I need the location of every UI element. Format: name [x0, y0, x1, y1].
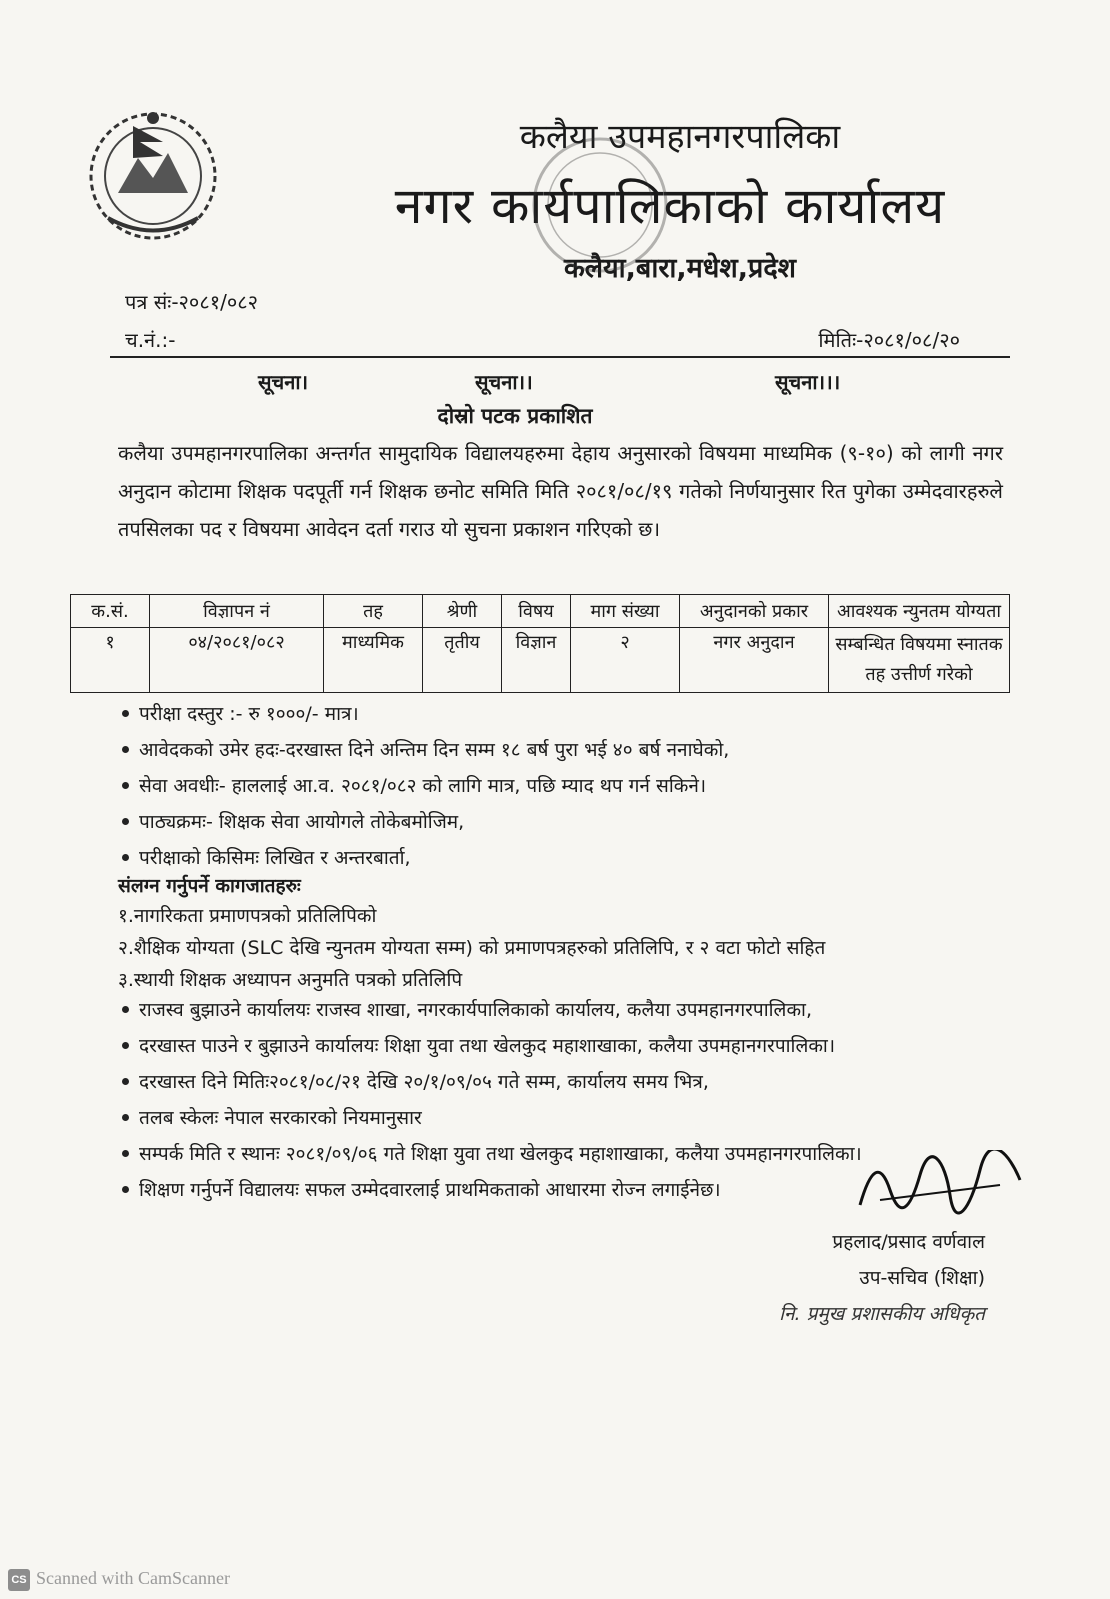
list-item-text: परीक्षाको किसिमः लिखित र अन्तरबार्ता,	[139, 847, 411, 869]
bullet-icon	[122, 710, 129, 717]
list-item	[118, 768, 1018, 804]
list-item-text: राजस्व बुझाउने कार्यालयः राजस्व शाखा, नगरकार्यपालिकाको कार्यालय, कलैया उपमहानगरपालिका,	[139, 999, 812, 1021]
table-header-row	[71, 595, 1010, 628]
notice-paragraph: कलैया उपमहानगरपालिका अन्तर्गत सामुदायिक विद्यालयहरुमा देहाय अनुसारको विषयमा माध्यमिक (९-१०) को लागी नगर अनुदान कोटामा शिक्षक पदपूर्ती गर्न शिक्षक छनोट समिति मिति २०८१/०८/१९ गतेको निर्णयानुसार रित पुगेका उम्मेदवारहरुले तपसिलका पद र विषयमा आवेदन दर्ता गराउ यो सुचना प्रकाशन गरिएको छ।	[118, 441, 1003, 541]
attachments-list	[118, 900, 825, 996]
header-divider	[110, 356, 1010, 358]
vacancy-table	[70, 594, 1010, 693]
column-header: अनुदानको प्रकार	[680, 595, 829, 628]
signatory-role: नि. प्रमुख प्रशासकीय अधिकृत	[779, 1303, 985, 1325]
column-header: विज्ञापन नं	[150, 595, 324, 628]
list-item	[118, 1028, 1018, 1064]
scanner-watermark	[8, 1568, 230, 1591]
list-item-text: दरखास्त पाउने र बुझाउने कार्यालयः शिक्षा युवा तथा खेलकुद महाशाखाका, कलैया उपमहानगरपालिका।	[139, 1035, 836, 1057]
notice-word: सूचना।	[258, 370, 309, 394]
list-item-text: तलब स्केलः नेपाल सरकारको नियमानुसार	[139, 1107, 422, 1129]
list-item: २.शैक्षिक योग्यता (SLC देखि न्युनतम योग्यता सम्म) को प्रमाणपत्रहरुको प्रतिलिपि, र २ वटा फोटो सहित	[118, 937, 826, 959]
bullet-icon	[122, 1078, 129, 1085]
table-cell: ०४/२०८१/०८२	[150, 628, 324, 693]
bullet-icon	[122, 782, 129, 789]
column-header: आवश्यक न्युनतम योग्यता	[829, 595, 1010, 628]
camscanner-logo-icon: CS	[8, 1569, 30, 1591]
office-stamp-icon	[520, 130, 680, 280]
list-item	[118, 840, 1018, 876]
second-publication-label: दोस्रो पटक प्रकाशित	[437, 404, 593, 428]
letter-number: पत्र संः-२०८१/०८२	[125, 290, 259, 314]
list-item	[118, 696, 1018, 732]
dispatch-number: च.नं.:-	[125, 328, 176, 352]
table-cell: तृतीय	[423, 628, 502, 693]
municipality-name: कलैया उपमहानगरपालिका	[519, 117, 841, 157]
bullet-icon	[122, 818, 129, 825]
list-item: १.नागरिकता प्रमाणपत्रको प्रतिलिपिको	[118, 905, 377, 927]
list-item	[118, 804, 1018, 840]
bullet-icon	[122, 1042, 129, 1049]
list-item-text: सम्पर्क मिति र स्थानः २०८१/०९/०६ गते शिक्षा युवा तथा खेलकुद महाशाखाका, कलैया उपमहानगरपालिका।	[139, 1143, 862, 1165]
letter-date: मितिः-२०८१/०८/२०	[818, 328, 960, 352]
notice-word: सूचना।।।	[775, 370, 841, 394]
bullet-icon	[122, 854, 129, 861]
list-item-text: परीक्षा दस्तुर :- रु १०००/- मात्र।	[139, 703, 359, 725]
column-header: क.सं.	[71, 595, 150, 628]
handwritten-signature-icon	[850, 1150, 1030, 1220]
signatory-title: उप-सचिव (शिक्षा)	[859, 1267, 985, 1289]
list-item-text: पाठ्यक्रमः- शिक्षक सेवा आयोगले तोकेबमोजिम,	[139, 811, 465, 833]
table-cell: माध्यमिक	[324, 628, 423, 693]
list-item-text: सेवा अवधीः- हाललाई आ.व. २०८१/०८२ को लागि मात्र, पछि म्याद थप गर्न सकिने।	[139, 775, 707, 797]
bullet-icon	[122, 746, 129, 753]
list-item	[118, 1064, 1018, 1100]
column-header: माग संख्या	[571, 595, 680, 628]
table-cell: सम्बन्धित विषयमा स्नातक तह उत्तीर्ण गरेको	[829, 628, 1010, 693]
list-item	[118, 732, 1018, 768]
attachments-heading: संलग्न गर्नुपर्ने कागजातहरुः	[118, 875, 301, 897]
watermark-text: Scanned with CamScanner	[36, 1568, 230, 1588]
table-row	[71, 628, 1010, 693]
column-header: विषय	[502, 595, 571, 628]
list-item-text: शिक्षण गर्नुपर्ने विद्यालयः सफल उम्मेदवारलाई प्राथमिकताको आधारमा रोज्न लगाईनेछ।	[139, 1179, 721, 1201]
list-item	[118, 992, 1018, 1028]
conditions-list	[118, 696, 1018, 876]
list-item-text: आवेदकको उमेर हदः-दरखास्त दिने अन्तिम दिन सम्म १८ बर्ष पुरा भई ४० बर्ष ननाघेको,	[139, 739, 730, 761]
list-item-text: दरखास्त दिने मितिः२०८१/०८/२१ देखि २०/१/०९/०५ गते सम्म, कार्यालय समय भित्र,	[139, 1071, 709, 1093]
bullet-icon	[122, 1186, 129, 1193]
bullet-icon	[122, 1006, 129, 1013]
bullet-icon	[122, 1150, 129, 1157]
list-item: ३.स्थायी शिक्षक अध्यापन अनुमति पत्रको प्रतिलिपि	[118, 969, 463, 991]
signatory-name: प्रहलाद/प्रसाद वर्णवाल	[832, 1231, 985, 1253]
bullet-icon	[122, 1114, 129, 1121]
table-cell: १	[71, 628, 150, 693]
table-cell: नगर अनुदान	[680, 628, 829, 693]
column-header: तह	[324, 595, 423, 628]
office-address: कलैया,बारा,मधेश,प्रदेश	[563, 253, 797, 284]
table-cell: विज्ञान	[502, 628, 571, 693]
list-item	[118, 1100, 1018, 1136]
column-header: श्रेणी	[423, 595, 502, 628]
notice-word: सूचना।।	[475, 370, 533, 394]
table-cell: २	[571, 628, 680, 693]
office-name: नगर कार्यपालिकाको कार्यालय	[394, 177, 946, 235]
